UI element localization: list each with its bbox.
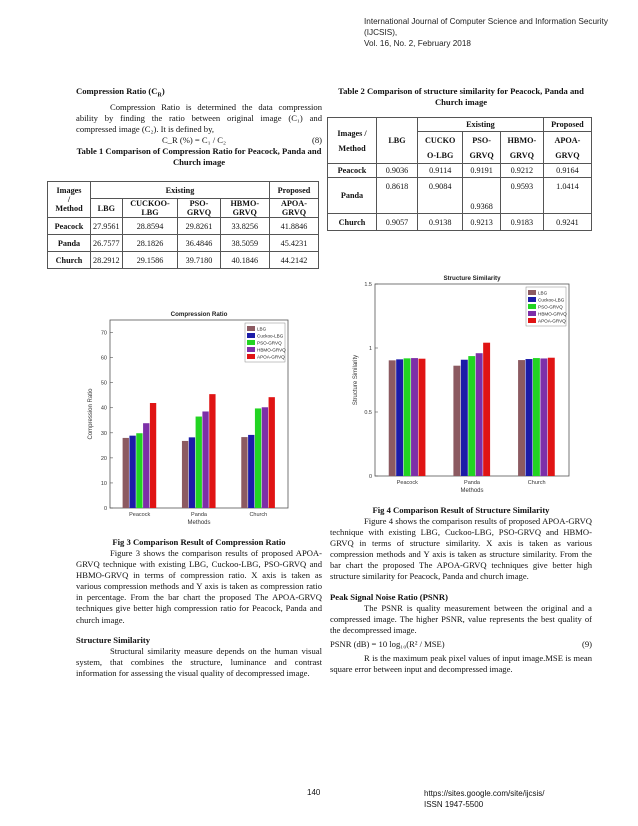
- right-column: [330, 86, 592, 108]
- table-row: Peacock 27.9561 28.8594 29.8261 33.8256 41.8846: [48, 218, 319, 235]
- table2-col-apoa: APOA- GRVQ: [543, 132, 591, 164]
- legend-label: HBMO-GRVQ: [257, 347, 286, 353]
- table1-col-header: HBMO-GRVQ: [220, 199, 269, 218]
- y-tick-label: 20: [100, 455, 107, 462]
- bar: [136, 433, 142, 508]
- bar: [269, 397, 275, 508]
- table1-col-header: PSO-GRVQ: [178, 199, 220, 218]
- y-tick-label: 70: [100, 330, 107, 337]
- structure-similarity-chart: [345, 272, 577, 498]
- table2-existing-header: Existing: [418, 118, 544, 132]
- legend-label: PSO-GRVQ: [538, 304, 563, 310]
- legend-label: LBG: [257, 326, 267, 332]
- x-axis-label: Methods: [187, 520, 211, 526]
- table2-corner: Images / Method: [328, 118, 377, 164]
- y-tick-label: 1: [368, 346, 372, 352]
- y-tick-label: 1.5: [364, 282, 372, 288]
- x-tick-label: Peacock: [129, 512, 151, 518]
- table1-col-header: LBG: [91, 199, 123, 218]
- table1-caption: Table 1 Comparison of Compression Ratio for Peacock, Panda and Church image: [76, 146, 322, 168]
- psnr-heading: Peak Signal Noise Ratio (PSNR): [330, 591, 448, 602]
- y-tick-label: 0: [368, 474, 372, 480]
- table-row: Church 0.9057 0.9138 0.9213 0.9183 0.9241: [328, 214, 592, 231]
- table-row: Panda 26.7577 28.1826 36.4846 38.5059 45.4231: [48, 235, 319, 252]
- y-tick-label: 0: [103, 506, 107, 512]
- table1-existing-header: Existing: [91, 182, 270, 199]
- bar: [540, 358, 547, 476]
- bar: [189, 437, 195, 508]
- table-compression-ratio: [47, 181, 319, 269]
- legend-swatch: [247, 354, 255, 359]
- x-tick-label: Church: [249, 512, 268, 518]
- bar: [196, 417, 202, 508]
- chart-title: Structure Similarity: [443, 275, 501, 282]
- ss-paragraph: Structural similarity measure depends on the human visual system, that combines the structure, luminance and contrast information for assessing the visual quality of decompressed image.: [76, 645, 322, 678]
- fig3-paragraph: Figure 3 shows the comparison results of proposed APOA-GRVQ technique with existing LBG, Cuckoo-LBG, PSO-GRVQ and HBMO-GRVQ in terms of compression ratio. X axis is taken as various compression methods and Y axis is taken as compression ratio in percentage. From the bar chart the proposed The APOA-GRVQ techniques give better high compression ratio for Peacock, Panda and church image.: [76, 548, 322, 625]
- legend-swatch: [247, 326, 255, 331]
- x-tick-label: Panda: [464, 480, 480, 486]
- psnr-paragraph: The PSNR is quality measurement between the original and a compressed image. The higher PSNR, value represents the best quality of the decompressed image.: [330, 602, 592, 635]
- table2-proposed-header: Proposed: [543, 118, 591, 132]
- bar: [209, 394, 215, 508]
- psnr-paragraph-2: R is the maximum peak pixel values of input image.MSE is mean square error between input and decompressed image.: [330, 653, 592, 675]
- bar: [483, 343, 490, 476]
- legend-swatch: [528, 311, 536, 316]
- bar: [418, 359, 425, 476]
- legend-label: LBG: [538, 290, 548, 296]
- right-column-lower: [330, 505, 592, 675]
- fig4-caption: Fig 4 Comparison Result of Structure Similarity: [372, 505, 550, 515]
- cr-paragraph: Compression Ratio is determined the data compression ability by finding the ratio between original image (C₁) and compressed image (C₂). It is defined by,: [76, 101, 322, 134]
- legend-swatch: [528, 290, 536, 295]
- legend-swatch: [247, 347, 255, 352]
- bar: [129, 436, 135, 508]
- y-tick-label: 40: [100, 405, 107, 412]
- bar: [548, 358, 555, 476]
- footer-info: [424, 788, 545, 810]
- bar: [526, 359, 533, 476]
- y-tick-label: 30: [100, 430, 107, 437]
- legend-swatch: [247, 340, 255, 345]
- journal-volume: Vol. 16, No. 2, February 2018: [364, 39, 471, 48]
- legend-label: APOA-GRVQ: [257, 354, 285, 360]
- table2-col-lbg: LBG: [377, 118, 418, 164]
- bar: [468, 356, 475, 476]
- cr-heading: Compression Ratio $(C_R)$: [76, 86, 165, 99]
- legend-label: PSO-GRVQ: [257, 340, 282, 346]
- bar: [404, 358, 411, 476]
- bar: [389, 360, 396, 476]
- bar: [476, 353, 483, 476]
- left-column-lower: [76, 537, 322, 679]
- equation-8-number: (8): [311, 135, 322, 146]
- chart-title: Compression Ratio: [170, 311, 228, 318]
- bar: [248, 435, 254, 508]
- equation-9-formula: PSNR (dB) = 10 log₁₀(R² / MSE): [330, 638, 445, 649]
- y-tick-label: 10: [100, 480, 107, 487]
- footer-url[interactable]: https://sites.google.com/site/ijcsis/: [424, 789, 545, 798]
- y-tick-label: 50: [100, 380, 107, 387]
- bar: [150, 403, 156, 508]
- bar: [411, 358, 418, 476]
- equation-9: [330, 639, 592, 650]
- legend-label: Cuckoo-LBG: [538, 297, 565, 303]
- journal-title: International Journal of Computer Science and Information Security (IJCSIS),: [364, 17, 608, 37]
- x-axis-label: Methods: [460, 488, 484, 494]
- y-axis-label: Compression Ratio: [88, 388, 94, 440]
- bar: [518, 360, 525, 476]
- bar: [182, 441, 188, 508]
- table1-col-header: APOA-GRVQ: [269, 199, 318, 218]
- x-tick-label: Panda: [191, 512, 207, 518]
- bar: [453, 366, 460, 476]
- footer-issn: ISSN 1947-5500: [424, 800, 484, 809]
- equation-8: [76, 135, 322, 146]
- ss-heading: Structure Similarity: [76, 634, 151, 645]
- table2-caption: Table 2 Comparison of structure similarity for Peacock, Panda and Church image: [338, 86, 584, 107]
- x-tick-label: Peacock: [396, 480, 418, 486]
- fig4-paragraph: Figure 4 shows the comparison results of proposed APOA-GRVQ technique with existing LBG, Cuckoo-LBG, PSO-GRVQ and HBMO-GRVQ in terms of structure similarity. X axis is taken as various compression methods and Y axis is taken as structure similarity. From the bar chart the proposed The APOA-GRVQ techniques give better high structure similarity for Peacock, Panda and church image.: [330, 516, 592, 582]
- journal-header: [364, 16, 624, 49]
- legend-swatch: [528, 304, 536, 309]
- y-tick-label: 60: [100, 355, 107, 362]
- fig3-caption: Fig 3 Comparison Result of Compression Ratio: [112, 537, 286, 547]
- compression-ratio-chart: [84, 308, 296, 530]
- page-number: 140: [307, 788, 321, 797]
- y-axis-label: Structure Similarity: [353, 354, 359, 406]
- table-structure-similarity: [327, 117, 592, 231]
- y-tick-label: 0.5: [364, 410, 372, 416]
- x-tick-label: Church: [527, 480, 546, 486]
- bar: [255, 408, 261, 508]
- table1-col-header: CUCKOO-LBG: [122, 199, 178, 218]
- bar: [202, 411, 208, 508]
- equation-8-formula: C_R (%) = C₁ / C₂: [161, 135, 227, 146]
- table-row: Panda 0.8618 0.9084 0.9368 0.9593 1.0414: [328, 178, 592, 214]
- legend-label: Cuckoo-LBG: [257, 333, 284, 339]
- table-row: Church 28.2912 29.1586 39.7180 40.1846 44.2142: [48, 252, 319, 269]
- bar: [461, 360, 468, 476]
- table2-col-hbmo: HBMO- GRVQ: [500, 132, 543, 164]
- bar: [123, 438, 129, 508]
- legend-swatch: [247, 333, 255, 338]
- legend-label: HBMO-GRVQ: [538, 311, 567, 317]
- left-column: [76, 86, 322, 168]
- bar: [533, 358, 540, 476]
- bar: [262, 407, 268, 508]
- bar: [396, 359, 403, 476]
- table1-proposed-header: Proposed: [269, 182, 318, 199]
- legend-swatch: [528, 318, 536, 323]
- bar: [143, 423, 149, 508]
- table-row: Peacock 0.9036 0.9114 0.9191 0.9212 0.9164: [328, 164, 592, 178]
- bar: [241, 437, 247, 508]
- table1-corner: Images / Method: [48, 182, 91, 218]
- legend-label: APOA-GRVQ: [538, 318, 566, 324]
- equation-9-number: (9): [581, 638, 592, 649]
- legend-swatch: [528, 297, 536, 302]
- table2-col-pso: PSO- GRVQ: [463, 132, 500, 164]
- table2-col-cuckoo: CUCKO O-LBG: [418, 132, 463, 164]
